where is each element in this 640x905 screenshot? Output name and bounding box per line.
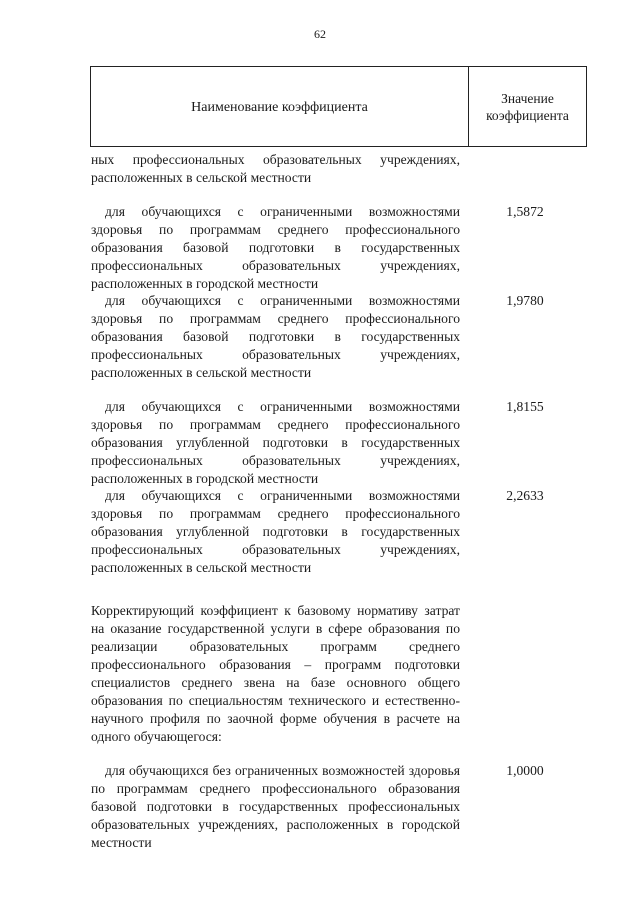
row-text-2: для обучающихся с ограниченными возможностями здоровья по программам среднего профессионального образования базовой подготовки в государственных профессиональных образовательных учреждениях, расположенных в городской местности [91,204,460,291]
column-header-value-line1: Значение [501,90,554,106]
table-header [90,66,587,147]
row-text-7: для обучающихся без ограниченных возможностей здоровья по программам среднего профессионального образования базовой подготовки в государственных профессиональных образовательных учреждениях, расположенных в городской местности [91,763,460,850]
row-value-7: 1,0000 [506,763,544,778]
column-header-value [469,67,586,146]
row-value-2: 1,5872 [506,204,544,219]
row-text-6: Корректирующий коэффициент к базовому нормативу затрат на оказание государственной услуги в сфере образования по реализации образовательных программ среднего профессионального образования – программ подготовки специалистов среднего звена на базе основного общего образования по специальностям технического и естественно-научного профиля по заочной форме обучения в расчете на одного обучающегося: [91,603,460,744]
row-text-4: для обучающихся с ограниченными возможностями здоровья по программам среднего профессионального образования углубленной подготовки в государственных профессиональных образовательных учреждениях, расположенных в городской местности [91,399,460,486]
column-header-name: Наименование коэффициента [91,67,469,146]
column-header-value-line2: коэффициента [486,107,569,123]
row-text-3: для обучающихся с ограниченными возможностями здоровья по программам среднего профессионального образования базовой подготовки в государственных профессиональных образовательных учреждениях, расположенных в сельской местности [91,293,460,380]
page-number: 62 [314,27,326,41]
row-value-4: 1,8155 [506,399,544,414]
row-value-3: 1,9780 [506,293,544,308]
row-value-5: 2,2633 [506,488,544,503]
row-text-1: ных профессиональных образовательных учреждениях, расположенных в сельской местности [91,152,460,185]
row-text-5: для обучающихся с ограниченными возможностями здоровья по программам среднего профессионального образования углубленной подготовки в государственных профессиональных образовательных учреждениях, расположенных в сельской местности [91,488,460,575]
